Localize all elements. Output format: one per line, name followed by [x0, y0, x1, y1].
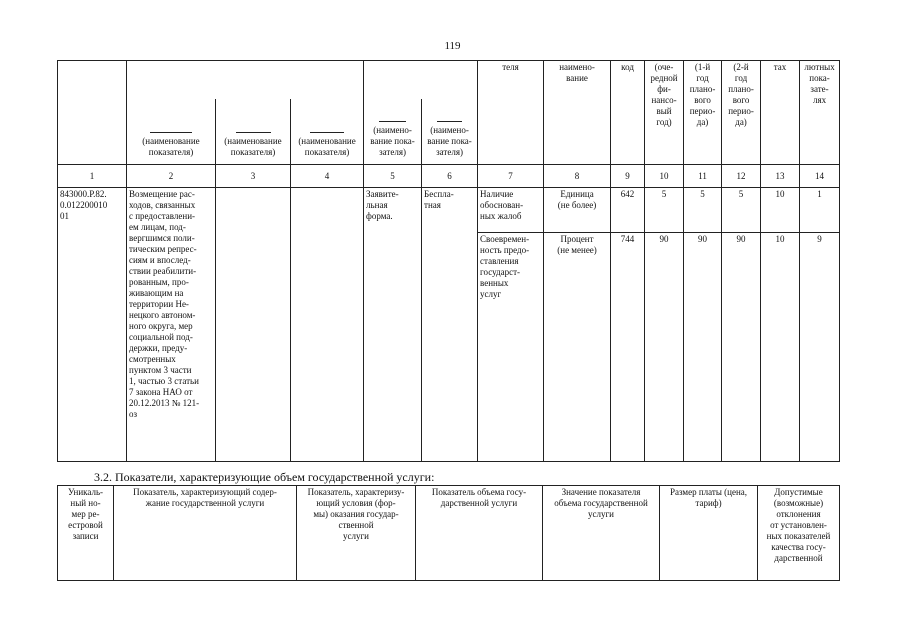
- service-form-cell: Заявите- льная форма.: [364, 188, 422, 462]
- value-cell: 9: [800, 233, 840, 462]
- page-number: 119: [444, 40, 461, 52]
- col-number: 6: [422, 165, 478, 188]
- value-cell: 1: [800, 188, 840, 233]
- header-row: [58, 486, 840, 581]
- unit-cell: Процент (не менее): [544, 233, 611, 462]
- header-cell-11: (1-й год плано- вого перио- да): [684, 61, 722, 165]
- col-number: 7: [478, 165, 544, 188]
- quality-indicators-table: [57, 60, 840, 462]
- code-cell: 642: [611, 188, 645, 233]
- header-cell-conditions: Показатель, характеризу- ющий условия (фор- мы) оказания государ- ственной услуги: [297, 486, 416, 581]
- code-cell: 744: [611, 233, 645, 462]
- service-description-cell: Возмещение рас- ходов, связанных с предоставлени- ем лицам, под- вергшимся поли- тическим репрес- сиям и впослед- ствии реабилити- рованным, про- живающим на территории Не- нецкого автоном- ного округа, мер социальной под- держки, преду- смотренных пунктом 3 части 1, частью 3 статьи 7 закона НАО от 20.12.2013 № 121- оз: [127, 188, 216, 462]
- col-number: 3: [216, 165, 291, 188]
- header-cell-7: теля: [478, 61, 544, 165]
- value-cell: 10: [761, 188, 800, 233]
- col-number: 4: [291, 165, 364, 188]
- value-cell: 5: [645, 188, 684, 233]
- section-title: 3.2. Показатели, характеризующие объем государственной услуги:: [94, 470, 435, 484]
- service-payment-cell: Беспла- тная: [422, 188, 478, 462]
- table-row: [58, 188, 840, 233]
- registry-number-cell: 843000.Р.82. 0.012200010 01: [58, 188, 127, 462]
- value-cell: 5: [684, 188, 722, 233]
- col-number: 14: [800, 165, 840, 188]
- subheader-cell-4: (наименование показателя): [291, 99, 364, 165]
- col-number: 10: [645, 165, 684, 188]
- header-cell-deviations: Допустимые (возможные) отклонения от установлен- ных показателей качества госу- дарственной: [758, 486, 840, 581]
- value-cell: 90: [645, 233, 684, 462]
- indicator-name-cell: Наличие обоснован- ных жалоб: [478, 188, 544, 233]
- col-number: 9: [611, 165, 645, 188]
- column-numbers-row: [58, 165, 840, 188]
- value-cell: 10: [761, 233, 800, 462]
- header-cell-8: наимено- вание: [544, 61, 611, 165]
- header-cell-volume-indicator: Показатель объема госу- дарственной услуги: [416, 486, 543, 581]
- header-cell-1: [58, 61, 127, 165]
- header-cell-13: тах: [761, 61, 800, 165]
- header-row-top: [58, 61, 840, 100]
- indicator-name-cell: Своевремен- ность предо- ставления государст- венных услуг: [478, 233, 544, 462]
- value-cell: 5: [722, 188, 761, 233]
- header-cell-content-group: [127, 61, 364, 100]
- subheader-cell-6: (наимено- вание пока- зателя): [422, 99, 478, 165]
- header-cell-14: лютных пока- зате- лях: [800, 61, 840, 165]
- unit-cell: Единица (не более): [544, 188, 611, 233]
- value-cell: 90: [684, 233, 722, 462]
- header-cell-content: Показатель, характеризующий содер- жание государственной услуги: [114, 486, 297, 581]
- header-cell-12: (2-й год плано- вого перио- да): [722, 61, 761, 165]
- header-cell-volume-value: Значение показателя объема государственной услуги: [543, 486, 660, 581]
- header-cell-9: код: [611, 61, 645, 165]
- col-number: 2: [127, 165, 216, 188]
- col-number: 1: [58, 165, 127, 188]
- value-cell: 90: [722, 233, 761, 462]
- col-number: 8: [544, 165, 611, 188]
- header-cell-conditions-group: [364, 61, 478, 100]
- col-number: 5: [364, 165, 422, 188]
- subheader-cell-2: (наименование показателя): [127, 99, 216, 165]
- subheader-cell-5: (наимено- вание пока- зателя): [364, 99, 422, 165]
- col-number: 13: [761, 165, 800, 188]
- col-number: 11: [684, 165, 722, 188]
- col-number: 12: [722, 165, 761, 188]
- volume-indicators-table: [57, 485, 840, 581]
- header-cell-registry: Уникаль- ный но- мер ре- естровой записи: [58, 486, 114, 581]
- header-cell-10: (оче- редной фи- нансо- вый год): [645, 61, 684, 165]
- empty-cell: [216, 188, 291, 462]
- subheader-cell-3: (наименование показателя): [216, 99, 291, 165]
- header-cell-fee: Размер платы (цена, тариф): [660, 486, 758, 581]
- empty-cell: [291, 188, 364, 462]
